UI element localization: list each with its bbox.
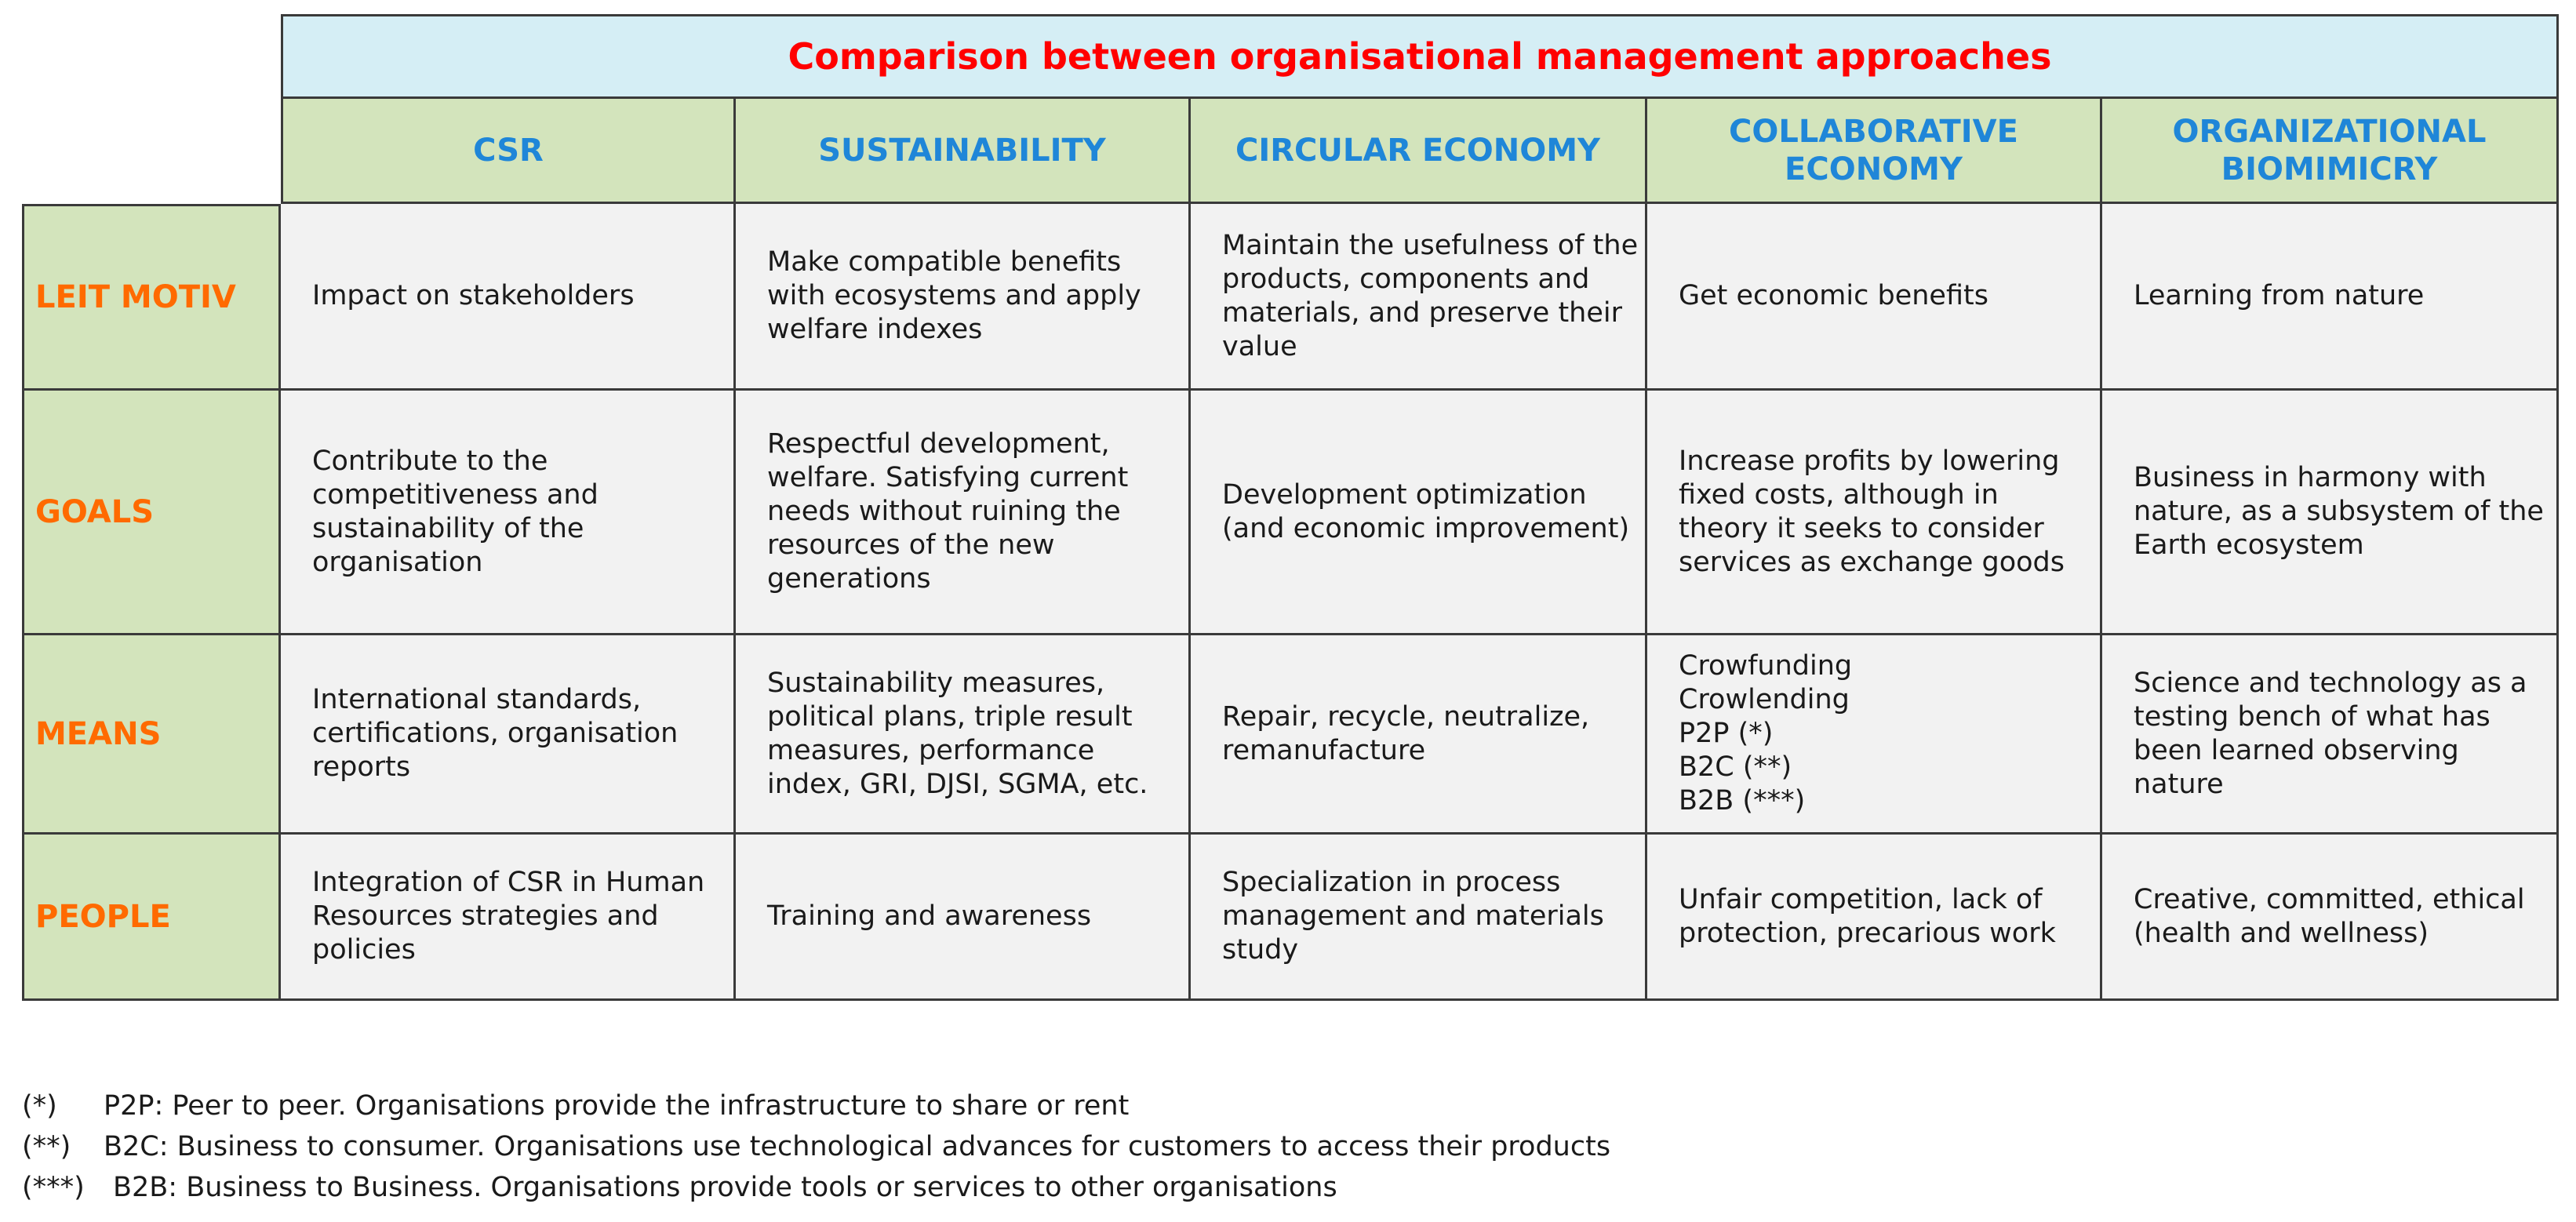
footnote-b2b	[22, 1167, 1610, 1208]
column-header-collaborative-economy: COLLABORATIVE ECONOMY	[1647, 99, 2102, 204]
table-cell: Impact on stakeholders	[281, 204, 736, 391]
table-cell: Unfair competition, lack of protection, precarious work	[1647, 835, 2102, 1001]
table-title: Comparison between organisational management approaches	[281, 14, 2559, 99]
table-cell: Science and technology as a testing bench of what has been learned observing nature	[2102, 635, 2559, 835]
table-cell: Integration of CSR in Human Resources strategies and policies	[281, 835, 736, 1001]
table-cell: Sustainability measures, political plans, triple result measures, performance index, GRI, DJSI, SGMA, etc.	[736, 635, 1191, 835]
table-cell: Creative, committed, ethical (health and wellness)	[2102, 835, 2559, 1001]
table-cell: International standards, certifications, organisation reports	[281, 635, 736, 835]
table-cell: Learning from nature	[2102, 204, 2559, 391]
table-cell: Make compatible benefits with ecosystems and apply welfare indexes	[736, 204, 1191, 391]
table-cell: Respectful development, welfare. Satisfying current needs without ruining the resources of the new generations	[736, 391, 1191, 635]
table-cell: Maintain the usefulness of the products, components and materials, and preserve their value	[1191, 204, 1647, 391]
table-cell: Crowfunding Crowlending P2P (*) B2C (**) B2B (***)	[1647, 635, 2102, 835]
corner-spacer	[22, 99, 281, 204]
column-header-circular-economy: CIRCULAR ECONOMY	[1191, 99, 1647, 204]
row-label-people: PEOPLE	[22, 835, 281, 1001]
footnote-mark: (**)	[22, 1131, 71, 1162]
footnote-p2p	[22, 1086, 1610, 1126]
column-header-sustainability: SUSTAINABILITY	[736, 99, 1191, 204]
footnote-text: P2P: Peer to peer. Organisations provide the infrastructure to share or rent	[104, 1090, 1130, 1122]
footnote-mark: (*)	[22, 1090, 57, 1122]
table-cell: Repair, recycle, neutralize, remanufacture	[1191, 635, 1647, 835]
column-header-organizational-biomimicry: ORGANIZATIONAL BIOMIMICRY	[2102, 99, 2559, 204]
row-label-goals: GOALS	[22, 391, 281, 635]
footnote-b2c	[22, 1126, 1610, 1167]
footnote-text: B2C: Business to consumer. Organisations use technological advances for customers to access their products	[104, 1131, 1611, 1162]
table-cell: Specialization in process management and materials study	[1191, 835, 1647, 1001]
table-cell: Development optimization (and economic improvement)	[1191, 391, 1647, 635]
table-cell: Business in harmony with nature, as a subsystem of the Earth ecosystem	[2102, 391, 2559, 635]
table-cell: Training and awareness	[736, 835, 1191, 1001]
row-label-leit-motiv: LEIT MOTIV	[22, 204, 281, 391]
footnote-mark: (***)	[22, 1172, 85, 1203]
table-cell: Get economic benefits	[1647, 204, 2102, 391]
column-header-csr: CSR	[281, 99, 736, 204]
comparison-table	[22, 14, 2559, 1001]
footnote-text: B2B: Business to Business. Organisations provide tools or services to other organisations	[113, 1172, 1337, 1203]
table-cell: Increase profits by lowering fixed costs, although in theory it seeks to consider services as exchange goods	[1647, 391, 2102, 635]
row-label-means: MEANS	[22, 635, 281, 835]
table-cell: Contribute to the competitiveness and sustainability of the organisation	[281, 391, 736, 635]
corner-spacer	[22, 14, 281, 99]
footnotes	[22, 1086, 1610, 1208]
